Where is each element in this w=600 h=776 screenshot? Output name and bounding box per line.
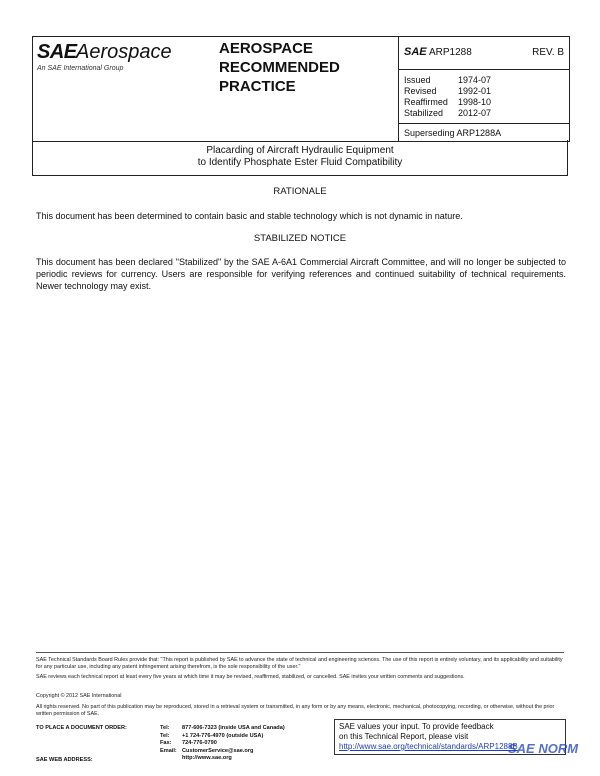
divider bbox=[399, 123, 570, 124]
sae-norm-watermark: SAE NORM bbox=[508, 741, 579, 756]
web-address-label: SAE WEB ADDRESS: bbox=[36, 757, 93, 763]
stabilized-text: This document has been declared "Stabilized" by the SAE A-6A1 Commercial Aircraft Committee, and will no longer be subjected to periodic reviews for currency. Users are responsible for verifying references and continued suitability of technical requirements. Newer technology may exist. bbox=[36, 257, 566, 291]
date-label: Reaffirmed bbox=[404, 97, 448, 107]
contact-value: 724-776-0790 bbox=[182, 740, 217, 747]
doc-type-line: AEROSPACE bbox=[219, 40, 313, 57]
date-value: 1974-07 bbox=[458, 75, 492, 85]
contact-label: Fax: bbox=[160, 740, 172, 747]
date-row bbox=[404, 97, 491, 108]
date-table bbox=[404, 75, 491, 119]
logo-aerospace-text: Aerospace bbox=[76, 41, 172, 63]
contact-row bbox=[160, 755, 285, 763]
doc-id-row bbox=[399, 37, 570, 70]
copyright-text: Copyright © 2012 SAE International bbox=[36, 693, 122, 699]
tsb-rules-text: SAE Technical Standards Board Rules provide that: "This report is published by SAE to advance the state of technical and engineering sciences. The use of this report is entirely voluntary, and its applicability and suitability for any particular use, including any patent infringement arising therefrom, is the sole responsibility of the user." bbox=[36, 657, 563, 670]
contact-row bbox=[160, 733, 285, 741]
feedback-line: SAE values your input. To provide feedback bbox=[339, 722, 494, 731]
rationale-heading: RATIONALE bbox=[273, 186, 327, 197]
revision-label: REV. B bbox=[532, 47, 564, 58]
contact-label: Tel: bbox=[160, 732, 170, 739]
header-block bbox=[32, 36, 570, 142]
date-label: Issued bbox=[404, 75, 431, 85]
date-value: 2012-07 bbox=[458, 108, 492, 118]
contact-value: +1 724-776-4970 (outside USA) bbox=[182, 732, 264, 739]
web-address-value[interactable]: http://www.sae.org bbox=[182, 755, 232, 762]
date-row bbox=[404, 86, 491, 97]
stabilized-heading: STABILIZED NOTICE bbox=[253, 233, 347, 244]
date-label: Stabilized bbox=[404, 108, 444, 118]
document-type bbox=[219, 39, 394, 96]
sae-aerospace-logo bbox=[37, 41, 217, 81]
date-row bbox=[404, 108, 491, 119]
contact-label: Email: bbox=[160, 747, 177, 754]
date-label: Revised bbox=[404, 86, 437, 96]
logo-sae-text: SAE bbox=[37, 41, 77, 63]
date-value: 1992-01 bbox=[458, 86, 492, 96]
title-line: Placarding of Aircraft Hydraulic Equipment bbox=[206, 145, 394, 156]
contact-list bbox=[160, 725, 285, 763]
order-label: TO PLACE A DOCUMENT ORDER: bbox=[36, 725, 127, 731]
title-line: to Identify Phosphate Ester Fluid Compatibility bbox=[197, 157, 403, 168]
feedback-link[interactable]: http://www.sae.org/technical/standards/ARP1288B bbox=[339, 742, 518, 751]
logo-tagline: An SAE International Group bbox=[37, 65, 124, 72]
contact-row bbox=[160, 748, 285, 756]
contact-value: 877-606-7323 (inside USA and Canada) bbox=[182, 725, 285, 731]
doc-type-line: PRACTICE bbox=[219, 78, 296, 95]
rationale-text: This document has been determined to contain basic and stable technology which is not dynamic in nature. bbox=[36, 211, 463, 221]
superseding-note: Superseding ARP1288A bbox=[404, 128, 502, 138]
review-text: SAE reviews each technical report at least every five years at which time it may be revised, reaffirmed, stabilized, or cancelled. SAE invites your written comments and suggestions. bbox=[36, 674, 465, 680]
contact-row bbox=[160, 725, 285, 733]
contact-value: CustomerService@sae.org bbox=[182, 747, 254, 754]
date-value: 1998-10 bbox=[458, 97, 492, 107]
footer-divider bbox=[36, 652, 564, 653]
header-right bbox=[398, 37, 570, 141]
contact-row bbox=[160, 740, 285, 748]
document-number: ARP1288 bbox=[429, 47, 472, 58]
date-row bbox=[404, 75, 491, 86]
document-title bbox=[32, 140, 568, 176]
feedback-line: on this Technical Report, please visit bbox=[339, 732, 469, 741]
rights-text: All rights reserved. No part of this publication may be reproduced, stored in a retrieval system or transmitted, in any form or by any means, electronic, mechanical, photocopying, recording, or otherwise, without the prior written permission of SAE. bbox=[36, 704, 555, 717]
mini-sae-logo: SAE bbox=[404, 46, 427, 58]
header-left bbox=[33, 37, 398, 141]
doc-type-line: RECOMMENDED bbox=[219, 59, 340, 76]
contact-label: Tel: bbox=[160, 725, 170, 731]
